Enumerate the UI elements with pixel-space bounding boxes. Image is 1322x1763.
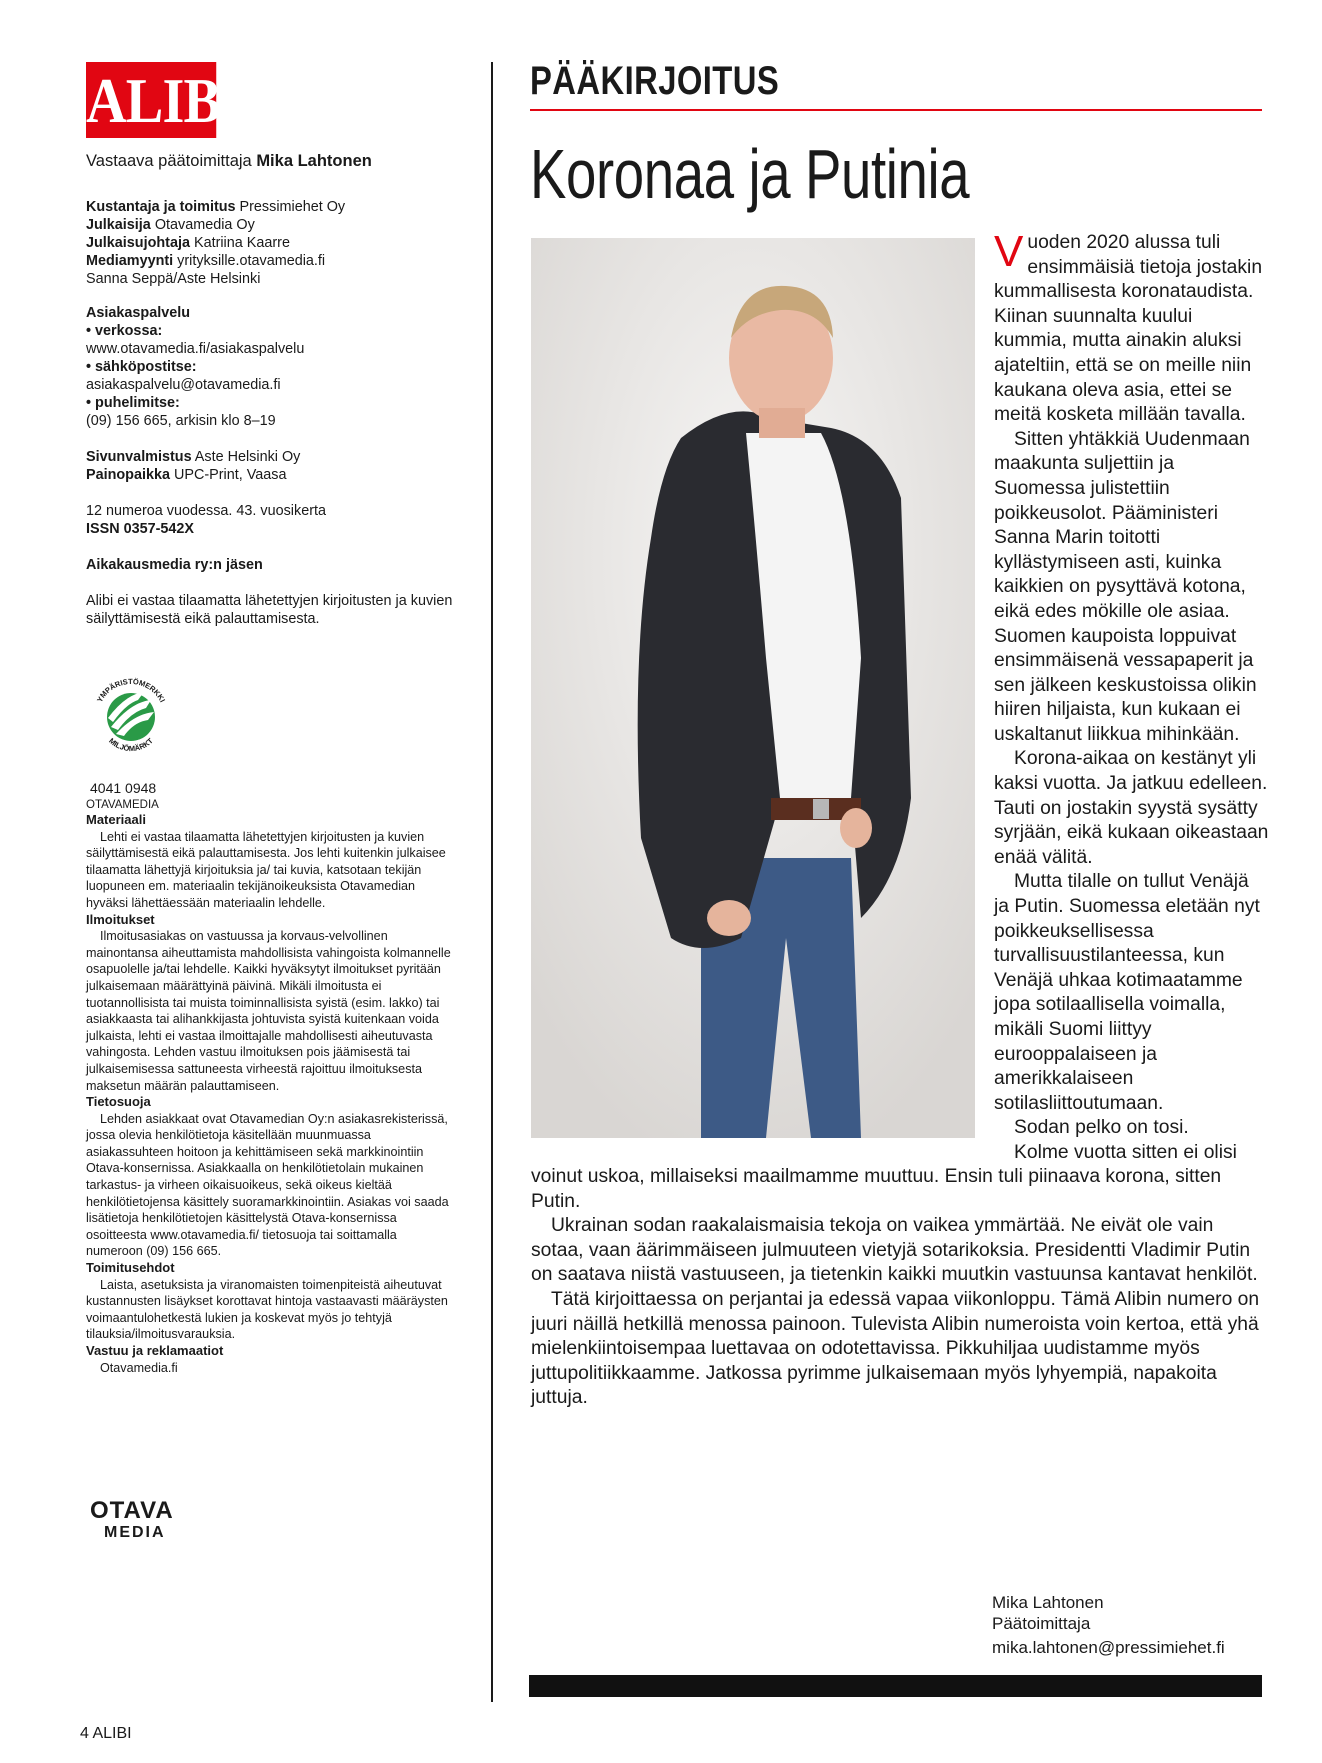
publisher-info: Kustantaja ja toimitus Pressimiehet Oy Julkaisija Otavamedia Oy Julkaisujohtaja Katriina Kaarre Mediamyynti yrityksille.otavamedia.fi Sanna Seppä/Aste Helsinki [86, 199, 346, 287]
paragraph: Sodan pelko on tosi. [1014, 1117, 1189, 1139]
bottom-bar [529, 1675, 1262, 1697]
terms-text: Lehden asiakkaat ovat Otavamedian Oy:n asiakasrekisterissä, jossa olevia henkilötietoja käsitellään muunmuassa asiakassuhteen hoitoon ja kehittämiseen sekä markkinointiin Otava-konsernissa. Asiakkaalla on henkilötietolain mukainen tarkastus- ja virheen oikaisuoikeus, sekä oikeus kieltää henkilötietojensa käsittely suoramarkkinointiin. Asiakas voi saada lisätietoja henkilötietojen käsittelystä Otava-konsernissa osoitteesta www.otavamedia.fi/ tietosuoja tai soittamalla numeroon (09) 156 665. [86, 1111, 449, 1259]
article-body-wide [531, 1165, 1271, 1411]
terms-text: Otavamedia.fi [100, 1360, 178, 1375]
terms-text: Ilmoitusasiakas on vastuussa ja korvaus-velvollinen mainontansa aiheuttamista mahdollisista vahingoista kolmannelle osapuolelle ja/tai lehdelle. Kaikki hyväksytyt ilmoitukset pyritään julkaisemaan määrättyinä päivinä. Mikäli ilmoitusta ei tuotannollisista tai muista toiminnallisista syistä (esim. lakko) tai asiakkaasta tai alihankkijasta johtuvista syistä kuitenkaan voida julkaista, lehti ei vastaa ilmoittajalle mahdollisesti aiheutuvasta vahingosta. Lehden vastuu ilmoituksen pois jäämisestä tai julkaisemisessa sattuneesta virheestä rajoittuu ilmoituksesta maksetun määrän palauttamiseen. [86, 929, 451, 1093]
terms-title: Vastuu ja reklamaatiot [86, 1343, 224, 1358]
paragraph: Ukrainan sodan raakalaismaisia tekoja on vaikea ymmärtää. Ne eivät ole vain sotaa, vaan äärimmäiseen julmuuteen vietyjä sotarikoksia. Presidentti Vladimir Putin on saatava niistä vastuuseen, ja tietenkin kaikki muutkin vastuunsa kantavat henkilöt. [531, 1215, 1258, 1286]
dropcap: V [994, 227, 1024, 276]
article-headline: Koronaa ja Putinia [530, 135, 970, 213]
paragraph: Kolme vuotta sitten ei olisi [1014, 1141, 1237, 1163]
otava-media-logo: OTAVA MEDIA [90, 1497, 174, 1541]
author-signature [992, 1593, 1225, 1659]
terms-title: Ilmoitukset [86, 911, 155, 927]
kicker-rule [530, 109, 1262, 111]
section-kicker: PÄÄKIRJOITUS [530, 59, 780, 103]
terms-text: Lehti ei vastaa tilaamatta lähetettyjen kirjoitusten ja kuvien säilyttämisestä eikä palauttamisesta. Jos lehti kuitenkin julkaisee tilaamatta lähettyjä kirjoituksia ja/ tai kuvia, katsotaan tekijän luopuneen em. materiaalin tekijänoikeuksista Otavamedian hyväksi lähettäessään materiaalin lehdelle. [86, 829, 446, 910]
customer-service: Asiakaspalvelu • verkossa: www.otavamedia.fi/asiakaspalvelu • sähköpostitse: asiakaspalvelu@otavamedia.fi • puhelimitse: (09) 156 665, arkisin klo 8–19 [86, 305, 305, 429]
editor-in-chief: Vastaava päätoimittaja Mika Lahtonen [86, 152, 372, 170]
eco-label-bottom: MILJÖMÄRKT [107, 736, 155, 754]
disclaimer: Alibi ei vastaa tilaamatta lähetettyjen kirjoitusten ja kuvien säilyttämisestä eikä palauttamisesta. [86, 593, 453, 627]
terms-title: Toimitusehdot [86, 1260, 175, 1276]
eco-label-top: YMPÄRISTÖMERKKI [95, 676, 168, 704]
column-divider [491, 62, 493, 1702]
terms-title: Tietosuoja [86, 1094, 151, 1110]
editor-portrait-photo [531, 238, 975, 1138]
paragraph: Korona-aikaa on kestänyt yli kaksi vuotta. Ja jatkuu edelleen. Tauti on jostakin syystä sysätty syrjään, eikä kukaan oikeastaan enää välitä. [994, 748, 1269, 868]
paragraph: uoden 2020 alussa tuli ensimmäisiä tietoja jostakin kummallisesta koronataudista. Kiinan suunnalta kuului kummia, mutta ainakin aluksi ajateltiin, että se on meille niin kaukana oleva asia, ettei se meitä kosketa millään tavalla. [994, 232, 1263, 426]
page-folio: 4 ALIBI [80, 1725, 132, 1742]
production-info: Sivunvalmistus Aste Helsinki Oy Painopaikka UPC-Print, Vaasa [86, 449, 301, 483]
eco-company: OTAVAMEDIA [86, 799, 159, 811]
author-name: Mika Lahtonen [992, 1593, 1104, 1612]
author-email[interactable]: mika.lahtonen@pressimiehet.fi [992, 1638, 1225, 1657]
membership: Aikakausmedia ry:n jäsen [86, 557, 263, 573]
paragraph: voinut uskoa, millaiseksi maailmamme muuttuu. Ensin tuli piinaava korona, sitten Putin. [531, 1166, 1222, 1212]
nordic-swan-ecolabel-icon [86, 672, 176, 762]
eco-number: 4041 0948 [90, 780, 157, 796]
paragraph: Mutta tilalle on tullut Venäjä ja Putin. Suomessa eletään nyt poikkeuksellisessa turvallisuustilanteessa, kun Venäjä uhkaa kotimaatamme jopa sotilaallisella voimalla, mikäli Suomi liittyy eurooppalaiseen ja amerikkalaiseen sotilasliittoutumaan. [994, 871, 1260, 1114]
terms-block [86, 812, 456, 1376]
author-title: Päätoimittaja [992, 1613, 1091, 1633]
frequency-info: 12 numeroa vuodessa. 43. vuosikerta ISSN 0357-542X [86, 503, 326, 537]
terms-text: Laista, asetuksista ja viranomaisten toimenpiteistä aiheutuvat kustannusten lisäykset korottavat hintoja vastaavasti määräysten voimaantulohetkestä lukien ja koskevat myös jo tehtyjä tilauksia/ilmoitusvarauksia. [86, 1277, 448, 1342]
terms-title: Materiaali [86, 812, 146, 827]
paragraph: Sitten yhtäkkiä Uudenmaan maakunta suljettiin ja Suomessa julistettiin poikkeusolot. Pääministeri Sanna Marin toitotti kyllästymiseen asti, kuinka kaikkien on pysyttävä kotona, eikä edes mökille ole asiaa. Suomen kaupoista loppuivat ensimmäisenä vessapaperit ja sen jälkeen keskustoissa olikin hiiren hiljaista, kun kukaan ei uskaltanut liikkua mihinkään. [994, 428, 1257, 745]
paragraph: Tätä kirjoittaessa on perjantai ja edessä vapaa viikonloppu. Tämä Alibin numero on juuri näillä hetkillä menossa painoon. Tulevista Alibin numeroista voin kertoa, että yhä mielenkiintoisempaa luettavaa on odotettavissa. Pikkuhiljaa uudistamme myös juttupolitiikkaamme. Jatkossa pyrimme julkaisemaan myös lyhyempiä, napakoita juttuja. [531, 1288, 1260, 1409]
alibi-logo: ALIBI [86, 62, 216, 138]
article-body-narrow [994, 227, 1269, 1166]
